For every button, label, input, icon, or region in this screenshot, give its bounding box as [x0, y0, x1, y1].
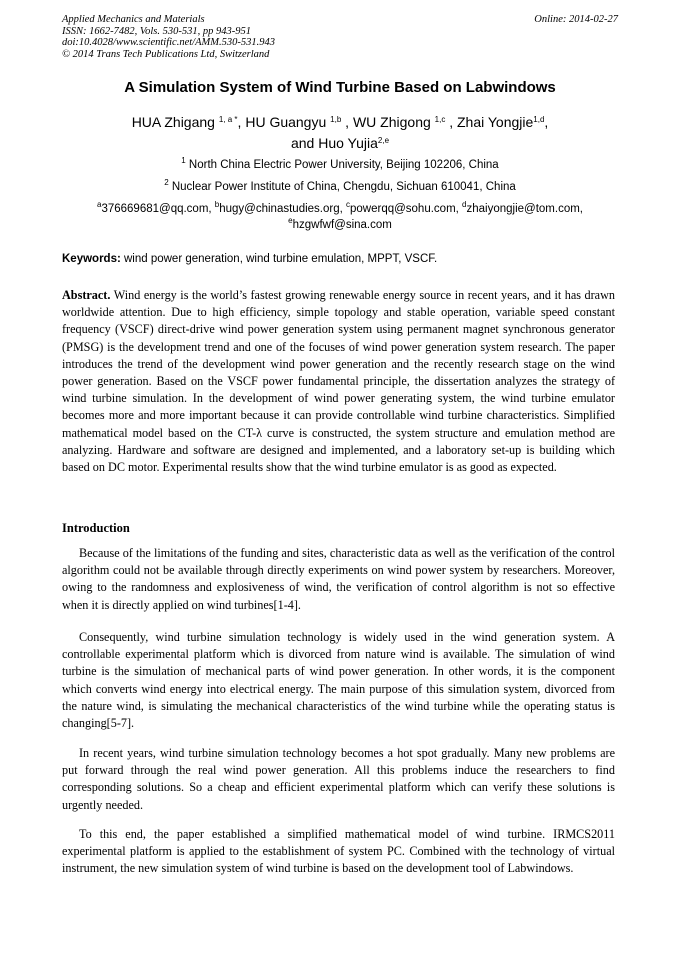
email-link[interactable]: $^e$hzgwfwf@sina.com	[288, 216, 392, 231]
journal-header	[62, 14, 618, 60]
author: and Huo Yujia$^{2,e}$	[290, 135, 390, 151]
issn-line: ISSN: 1662-7482, Vols. 530-531, pp 943-951	[62, 25, 251, 37]
author-list	[62, 112, 618, 154]
email-link[interactable]: $^c$powerqq@sohu.com,	[346, 200, 463, 215]
abstract-text: Wind energy is the world’s fastest growing renewable energy source in recent years, and it has drawn worldwide attention. Due to high efficiency, simple topology and stable operation, variable speed constant frequency (VSCF) direct-drive wind power generation system using permanent magnet synchronous generator (PMSG) is the development trend and one of the focuses of wind power generation system research. The paper introduces the trend of the development wind power generation and the recently research stage on the wind power generation. Based on the VSCF power fundamental principle, the dissertation analyzes the strategy of wind turbine simulation. In the development of wind power generating system, the wind turbine emulator becomes more and more important because it can provide controllable wind turbine characteristics. Simplified mathematical model based on the CT-λ curve is constructed, the system structure and emulation method are analyzing. Hardware and software are designed and implemented, and a laboratory set-up is building which based on DC motor. Experimental results show that the wind turbine emulator is as good as expected.	[62, 288, 615, 475]
keywords-label: Keywords:	[62, 253, 121, 265]
introduction-heading: Introduction	[62, 521, 130, 535]
keywords	[62, 253, 618, 265]
author: Zhai Yongjie$^{1,d}$,	[457, 114, 549, 130]
author: HU Guangyu $^{1,b}$ ,	[245, 114, 353, 130]
abstract	[62, 287, 615, 476]
author: HUA Zhigang $^{1, a *}$,	[131, 114, 246, 130]
journal-name: Applied Mechanics and Materials	[62, 14, 205, 25]
intro-paragraph-3: In recent years, wind turbine simulation technology becomes a hot spot gradually. Many new problems are put forward through the real wind power generation. All this problems induce the researchers to find corresponding solutions. So a cheap and efficient experimental platform which can verify these solutions is urgently needed.	[62, 746, 615, 812]
copyright-line: © 2014 Trans Tech Publications Ltd, Switzerland	[62, 48, 270, 60]
email-link[interactable]: $^d$zhaiyongjie@tom.com,	[462, 200, 583, 215]
intro-paragraph-1: Because of the limitations of the funding and sites, characteristic data as well as the verification of the control algorithm could not be available through directly experiments on wind power system by researchers. Moreover, owing to the randomness and explosiveness of wind, the verification of control algorithm is not so effective when it is directly applied on wind turbines[1-4].	[62, 546, 615, 612]
email-link[interactable]: $^a$376669681@qq.com,	[97, 200, 215, 215]
doi-line: doi:10.4028/www.scientific.net/AMM.530-531.943	[62, 37, 275, 48]
intro-paragraph-4: To this end, the paper established a simplified mathematical model of wind turbine. IRMCS2011 experimental platform is applied to the establishment of system PC. Combined with the technology of virtual instrument, the new simulation system of wind turbine is based on the development tool of Labwindows.	[62, 827, 615, 876]
affiliation-2: $^2$ Nuclear Power Institute of China, Chengdu, Sichuan 610041, China	[164, 178, 516, 193]
intro-paragraph-2: Consequently, wind turbine simulation technology is widely used in the wind generation system. A controllable experimental platform which is divorced from nature wind is available. The simulation of wind turbine is the simulation of mechanical parts of wind power generation. In other words, it is the component which converts wind energy into electrical energy. The main purpose of this simulation system, divorced from the nature wind, is simulating the mechanical characteristics of the wind turbine while the operating status is changing[5-7].	[62, 630, 615, 731]
abstract-label: Abstract.	[62, 288, 111, 302]
keywords-text: wind power generation, wind turbine emulation, MPPT, VSCF.	[120, 253, 438, 265]
author: WU Zhigong $^{1,c}$ ,	[352, 114, 457, 130]
affiliation-1: $^1$ North China Electric Power University, Beijing 102206, China	[181, 156, 499, 171]
email-link[interactable]: $^b$hugy@chinastudies.org,	[214, 200, 346, 215]
email-list	[62, 201, 618, 233]
online-date: Online: 2014-02-27	[534, 14, 618, 25]
paper-title: A Simulation System of Wind Turbine Based on Labwindows	[124, 79, 556, 96]
